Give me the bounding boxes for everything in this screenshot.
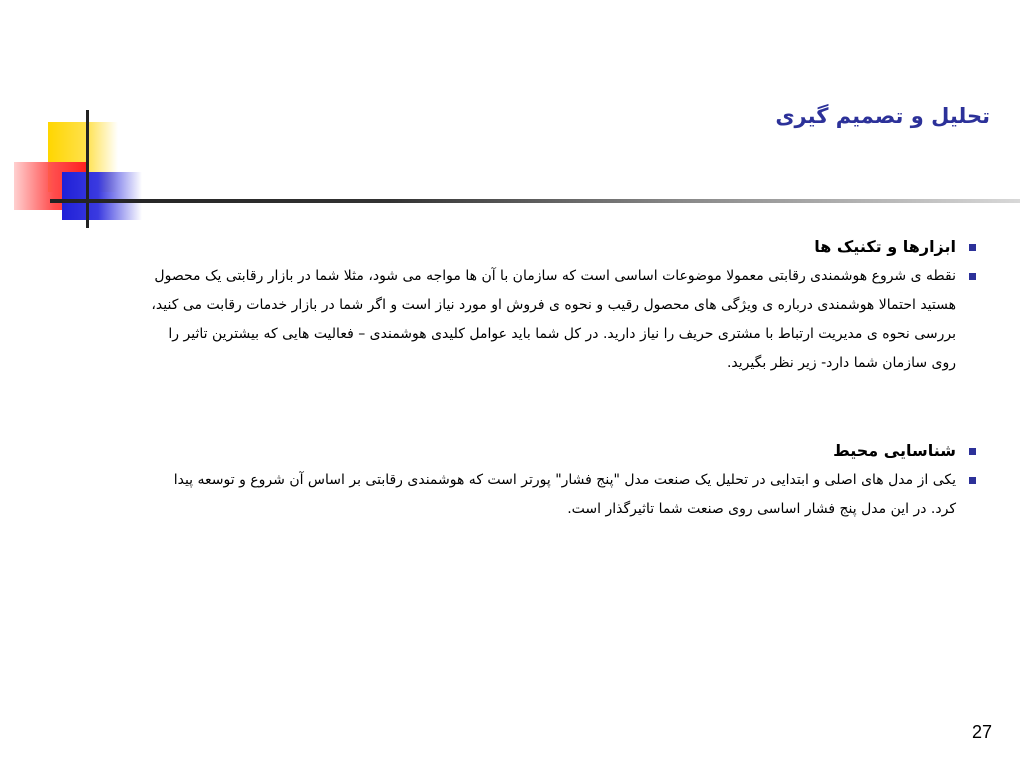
square-bullet-icon: [969, 273, 976, 280]
heading-text: شناسایی محیط: [833, 441, 956, 460]
square-bullet-icon: [969, 477, 976, 484]
section-paragraph-environment: [146, 466, 976, 524]
blue-square-decoration: [62, 172, 142, 220]
slide-title: تحلیل و تصمیم گیری: [775, 104, 990, 128]
section-paragraph-tools: [146, 262, 976, 378]
slide-content: [146, 232, 976, 524]
section-heading-tools: [146, 232, 976, 262]
horizontal-divider-line: [50, 199, 1020, 203]
square-bullet-icon: [969, 244, 976, 251]
section-heading-environment: [146, 436, 976, 466]
square-bullet-icon: [969, 448, 976, 455]
page-number: 27: [971, 722, 992, 742]
paragraph-text: یکی از مدل های اصلی و ابتدایی در تحلیل یک صنعت مدل "پنج فشار" پورتر است که هوشمندی رقابتی بر اساس آن شروع و توسعه پیدا کرد. در این مدل پنج فشار اساسی روی صنعت شما تاثیرگذار است.: [173, 472, 956, 517]
vertical-divider-line: [86, 110, 89, 228]
paragraph-text: نقطه ی شروع هوشمندی رقابتی معمولا موضوعات اساسی است که سازمان با آن ها مواجه می شود، مثلا شما در بازار رقابتی یک محصول هستید احتمالا هوشمندی درباره ی ویژگی های محصول رقیب و نحوه ی فروش او مورد نیاز است و اگر شما در بازار خدمات رقابت می کنید، بررسی نحوه ی مدیریت ارتباط با مشتری حریف را نیاز دارید. در کل شما باید عوامل کلیدی هوشمندی – فعالیت هایی که بیشترین تاثیر را روی سازمان شما دارد- زیر نظر بگیرید.: [151, 268, 956, 371]
heading-text: ابزارها و تکنیک ها: [814, 237, 956, 256]
